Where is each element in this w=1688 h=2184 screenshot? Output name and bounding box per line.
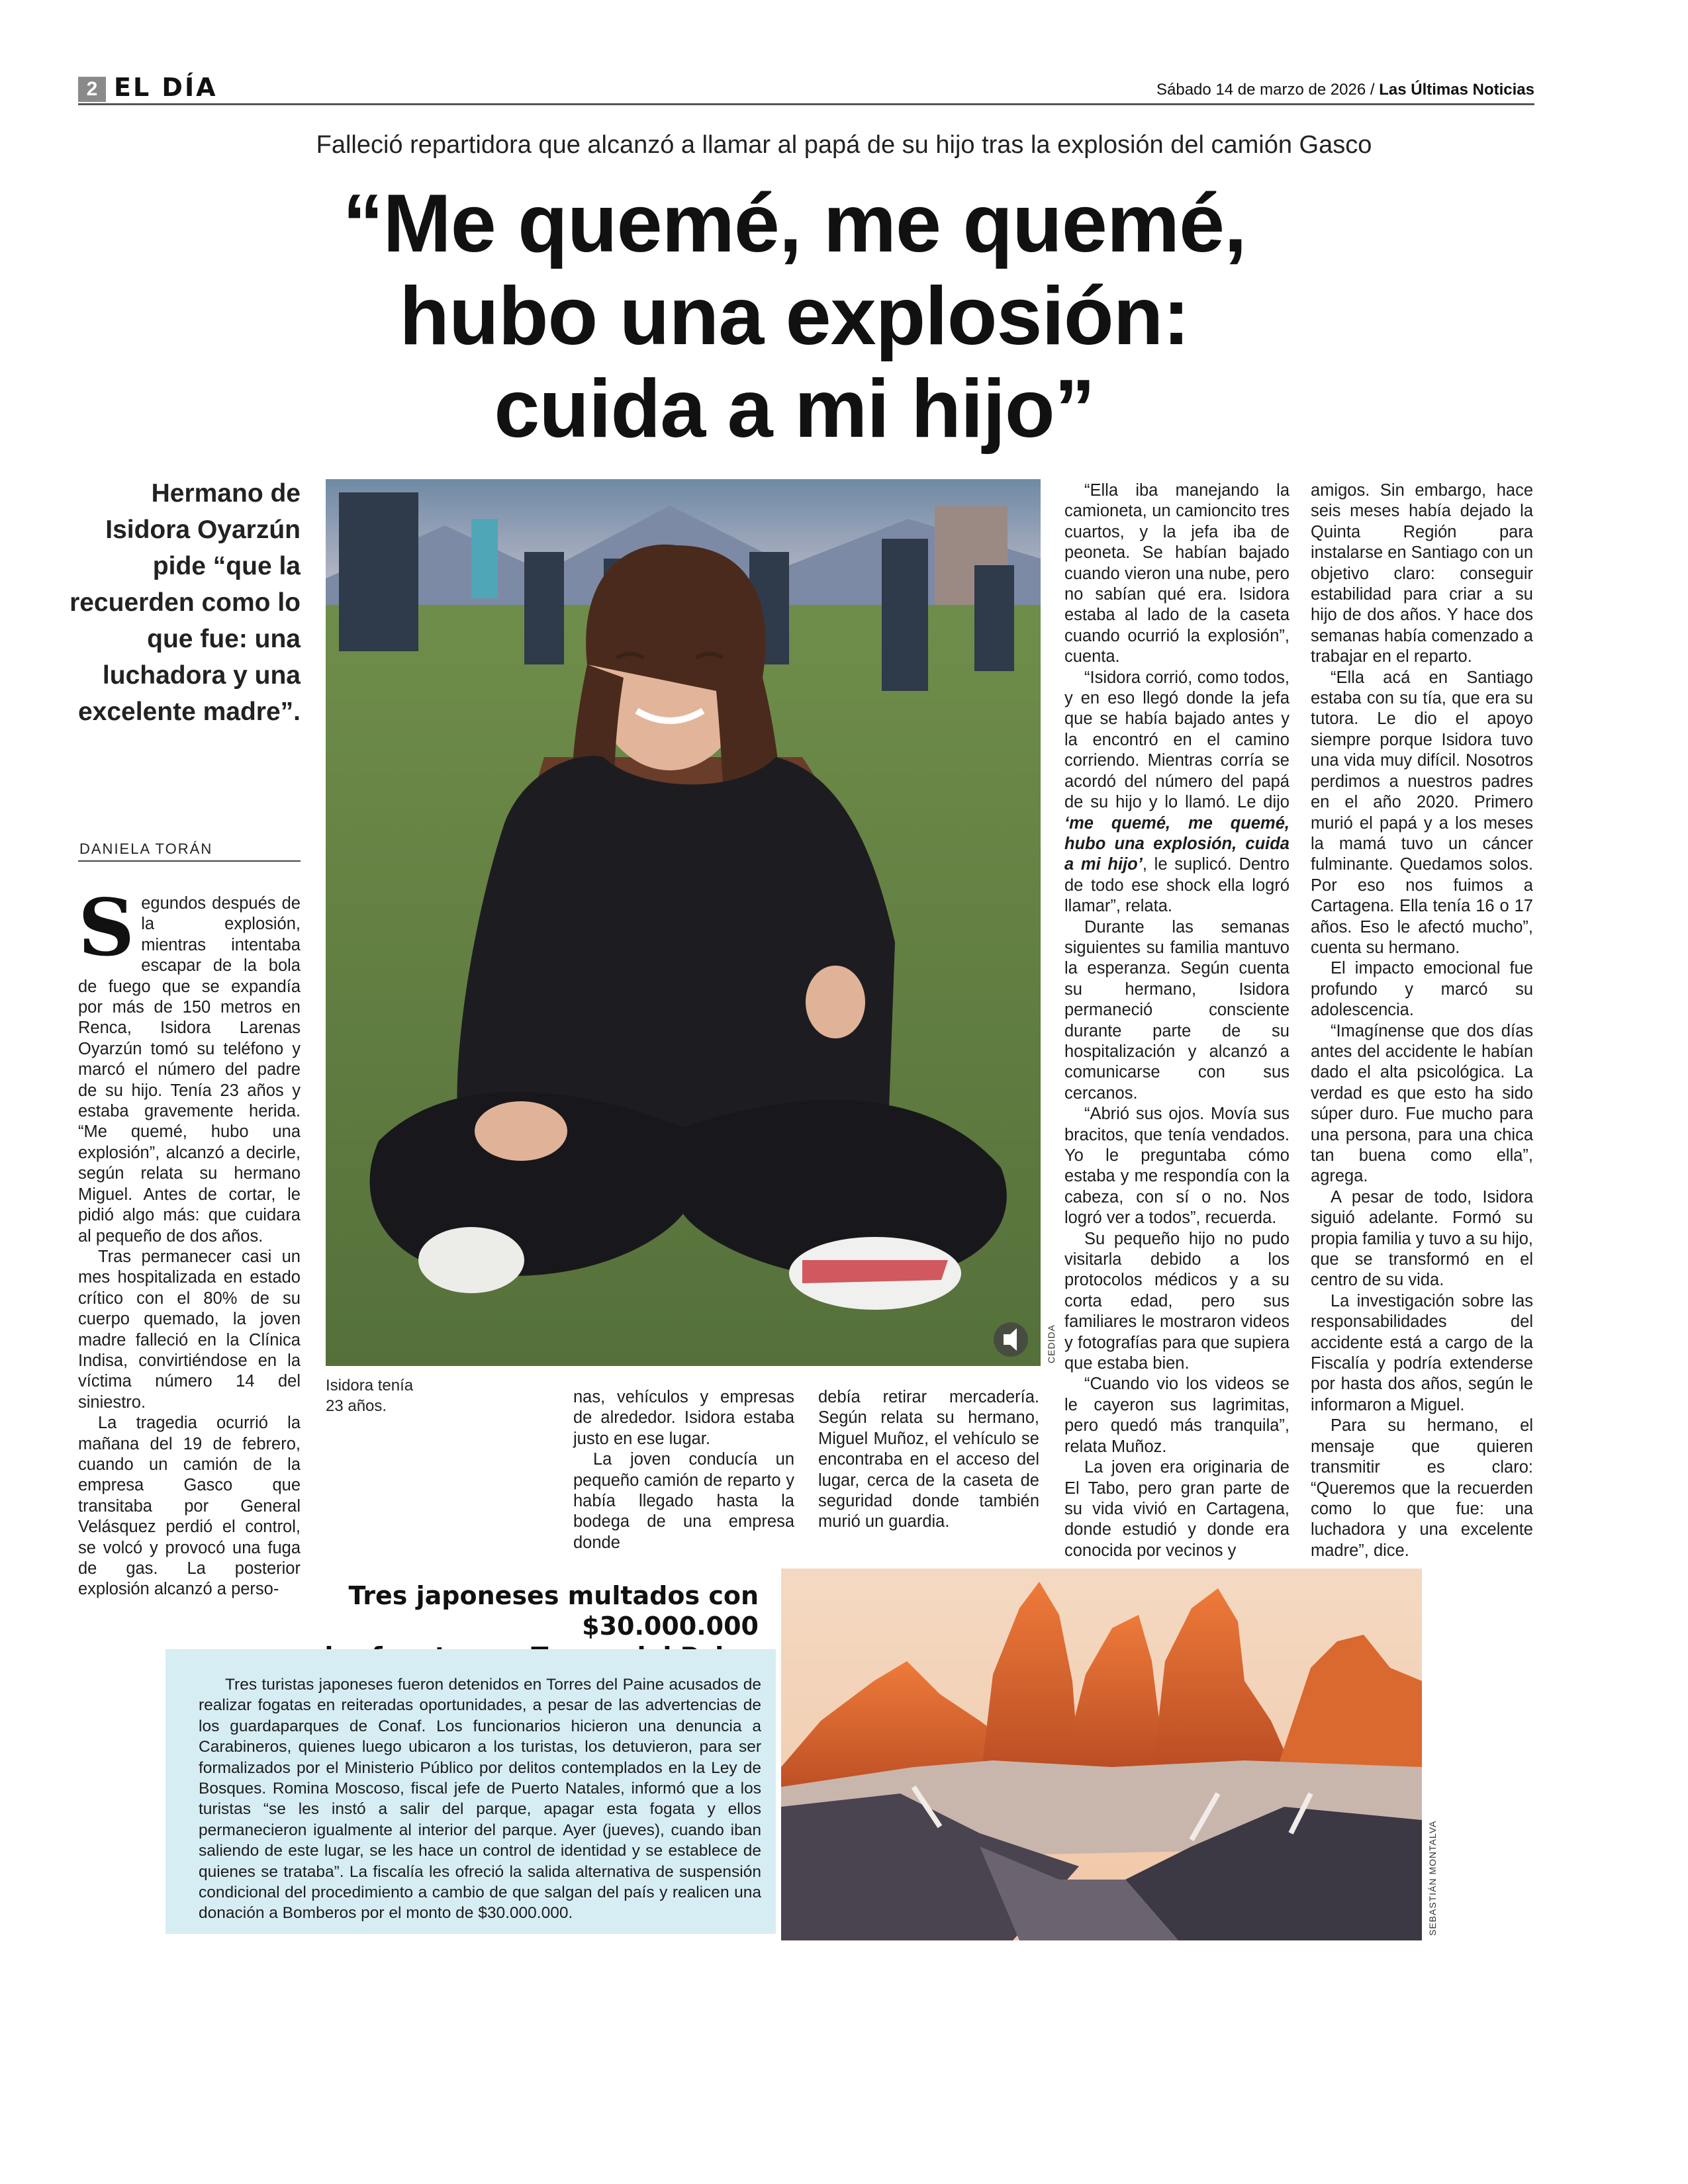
drop-cap: S [78,882,135,974]
article-deck: Hermano de Isidora Oyarzún pide “que la recuerden como lo que fue: una luchadora y una excelente madre”. [70,479,301,726]
paragraph: A pesar de todo, Isidora siguió adelante. Formó su propia familia y tuvo a su hijo, que se transformó en el centro de su vida. [1311,1187,1533,1290]
dateline [1156,81,1534,99]
main-photo-illustration [326,479,1041,1366]
article-kicker: Falleció repartidora que alcanzó a llamar al papá de su hijo tras la explosión del camión Gasco [316,131,1372,159]
photo-credit: CEDIDA [1046,1324,1056,1363]
paragraph-text: , le suplicó. Dentro de todo ese shock ella logró llamar”, relata. [1064,855,1289,916]
page-number: 2 [78,77,106,102]
article-column-1 [78,882,301,1600]
sidebar-photo-credit: SEBASTIÁN MONTALVA [1427,1820,1438,1936]
paragraph-text: “Isidora corrió, como todos, y en eso llegó donde la jefa que se había bajado antes y la encontró en el camino corriendo. Mientras corría se acordó del número del papá de su hijo y lo llamó. Le dijo [1064,668,1289,812]
sidebar-body [199,1674,761,1924]
torres-del-paine-photo [781,1569,1422,1940]
paragraph: debía retirar mercadería. Según relata su hermano, Miguel Muñoz, el vehículo se encontraba en el acceso del lugar, cerca de la caseta de seguridad donde también murió un guardia. [818,1388,1039,1531]
paragraph: La tragedia ocurrió la mañana del 19 de febrero, cuando un camión de la empresa Gasco que transitaba por General Velásquez perdió el control, se volcó y provocó una fuga de gas. La posterior explosión alcanzó a perso- [78,1414,301,1599]
caption-line-1: Isidora tenía [326,1377,414,1394]
article-headline [132,177,1456,455]
paragraph-text: egundos después de la explosión, mientras intentaba escapar de la bola de fuego que se expandía por más de 150 metros en Renca, Isidora Larenas Oyarzún tomó su teléfono y marcó el número del padre de su hijo. Tenía 23 años y estaba gravemente herida. “Me quemé, hubo una explosión”, alcanzó a decirle, según relata su hermano Miguel. Antes de cortar, le pidió algo más: que cuidara al pequeño de dos años. [78,894,301,1246]
paragraph: La investigación sobre las responsabilidades del accidente está a cargo de la Fiscalía y podría extenderse por hasta dos años, según le informaron a Miguel. [1311,1291,1533,1414]
section-title: EL DÍA [114,73,218,102]
publication-name: Las Últimas Noticias [1379,81,1534,99]
headline-line-3: cuida a mi hijo” [494,363,1095,455]
paragraph: amigos. Sin embargo, hace seis meses había dejado la Quinta Región para instalarse en Santiago con un objetivo claro: conseguir estabilidad para criar a su hijo de dos años. Y hace dos semanas había comenzado a trabajar en el reparto. [1311,481,1533,666]
issue-date: Sábado 14 de marzo de 2026 [1156,81,1366,99]
paragraph: “Imagínense que dos días antes del accidente le habían dado el alta psicológica. La verdad es que esto ha sido súper duro. Fue mucho para una persona, para una chica tan buena como ella”, agrega. [1311,1021,1533,1186]
paragraph: La joven era originaria de El Tabo, pero gran parte de su vida vivió en Cartagena, donde estudió y donde era conocida por vecinos y [1064,1458,1289,1560]
paragraph: “Cuando vio los videos se le cayeron sus lagrimitas, pero quedó más tranquila”, relata Muñoz. [1064,1375,1289,1456]
paragraph: Para su hermano, el mensaje que quieren transmitir es claro: “Queremos que la recuerden como lo que fue: una luchadora y una excelente madre”, dice. [1311,1416,1533,1560]
paragraph: La joven conducía un pequeño camión de reparto y había llegado hasta la bodega de una empresa donde [573,1450,794,1552]
paragraph: “Ella acá en Santiago estaba con su tía, que era su tutora. Le dio el apoyo siempre porque Isidora tuvo una vida muy difícil. Nosotros perdimos a nuestros padres en el año 2020. Primero murió el papá y a los meses la mamá tuvo un cáncer fulminante. Quedamos solos. Por eso nos fuimos a Cartagena. Ella tenía 16 o 17 años. Eso le afectó mucho”, cuenta su hermano. [1311,668,1533,957]
headline-line-2: hubo una explosión: [399,271,1190,362]
headline-line-1: “Me quemé, me quemé, [342,178,1246,269]
main-photo [326,479,1041,1366]
caption-line-2: 23 años. [326,1397,387,1415]
paragraph: Su pequeño hijo no pudo visitarla debido a los protocolos médicos y a su corta edad, pero sus familiares le mostraron videos y fotografías para que supiera que estaba bien. [1064,1229,1289,1373]
paragraph: El impacto emocional fue profundo y marcó su adolescencia. [1311,959,1533,1020]
paragraph: Tras permanecer casi un mes hospitalizada en estado crítico con el 80% de su cuerpo quemado, la joven madre falleció en la Clínica Indisa, convirtiéndose en la víctima número 14 del siniestro. [78,1247,301,1412]
paragraph: “Ella iba manejando la camioneta, un camioncito tres cuartos, y la jefa iba de peoneta. Se habían bajado cuando vieron una nube, pero no sabían qué era. Isidora estaba al lado de la caseta cuando ocurrió la explosión”, cuenta. [1064,481,1289,666]
paragraph [78,882,301,1247]
quote-highlight: ‘me quemé, me quemé, hubo una explosión, cuida a mi hijo’ [1064,813,1289,874]
paragraph [1064,668,1289,917]
photo-caption [326,1375,445,1416]
article-column-3 [818,1387,1039,1533]
paragraph: “Abrió sus ojos. Movía sus bracitos, que tenía vendados. Yo le preguntaba cómo estaba y me respondía con la cabeza, con sí o no. Nos logró ver a todos”, recuerda. [1064,1105,1289,1228]
dateline-separator: / [1370,81,1375,99]
article-column-4 [1064,480,1289,1561]
paragraph: Tres turistas japoneses fueron detenidos en Torres del Paine acusados de realizar fogatas en reiteradas oportunidades, a pesar de las advertencias de los guardaparques de Conaf. Los funcionarios hicieron una denuncia a Carabineros, quienes luego ubicaron a los turistas, los detuvieron, para ser formalizados por el Ministerio Público por delitos contemplados en la Ley de Bosques. Romina Moscoso, fiscal jefe de Puerto Natales, informó que a los turistas “se les instó a salir del parque, apagar esta fogata y ellos permanecieron igualmente al interior del parque. Ayer (jueves), cuando iban saliendo de este lugar, se les hace un control de identidad y se establece de quienes se trataba”. La fiscalía les ofreció la salida alternativa de suspensión condicional del procedimiento a cambio de que salgan del país y realicen una donación a Bomberos por el monto de $30.000.000. [199,1676,761,1923]
byline-rule [78,860,301,862]
sidebar-headline-line-1: Tres japoneses multados con $30.000.000 [348,1581,759,1641]
article-column-2 [573,1387,794,1553]
header-rule [78,103,1534,105]
byline: DANIELA TORÁN [79,841,213,857]
paragraph: Durante las semanas siguientes su familia mantuvo la esperanza. Según cuenta su hermano, Isidora permaneció consciente durante parte de su hospitalización y alcanzó a comunicarse con sus cercanos. [1064,917,1289,1103]
article-column-5 [1311,480,1533,1561]
mountain-illustration [781,1569,1422,1940]
paragraph: nas, vehículos y empresas de alrededor. Isidora estaba justo en ese lugar. [573,1388,794,1448]
